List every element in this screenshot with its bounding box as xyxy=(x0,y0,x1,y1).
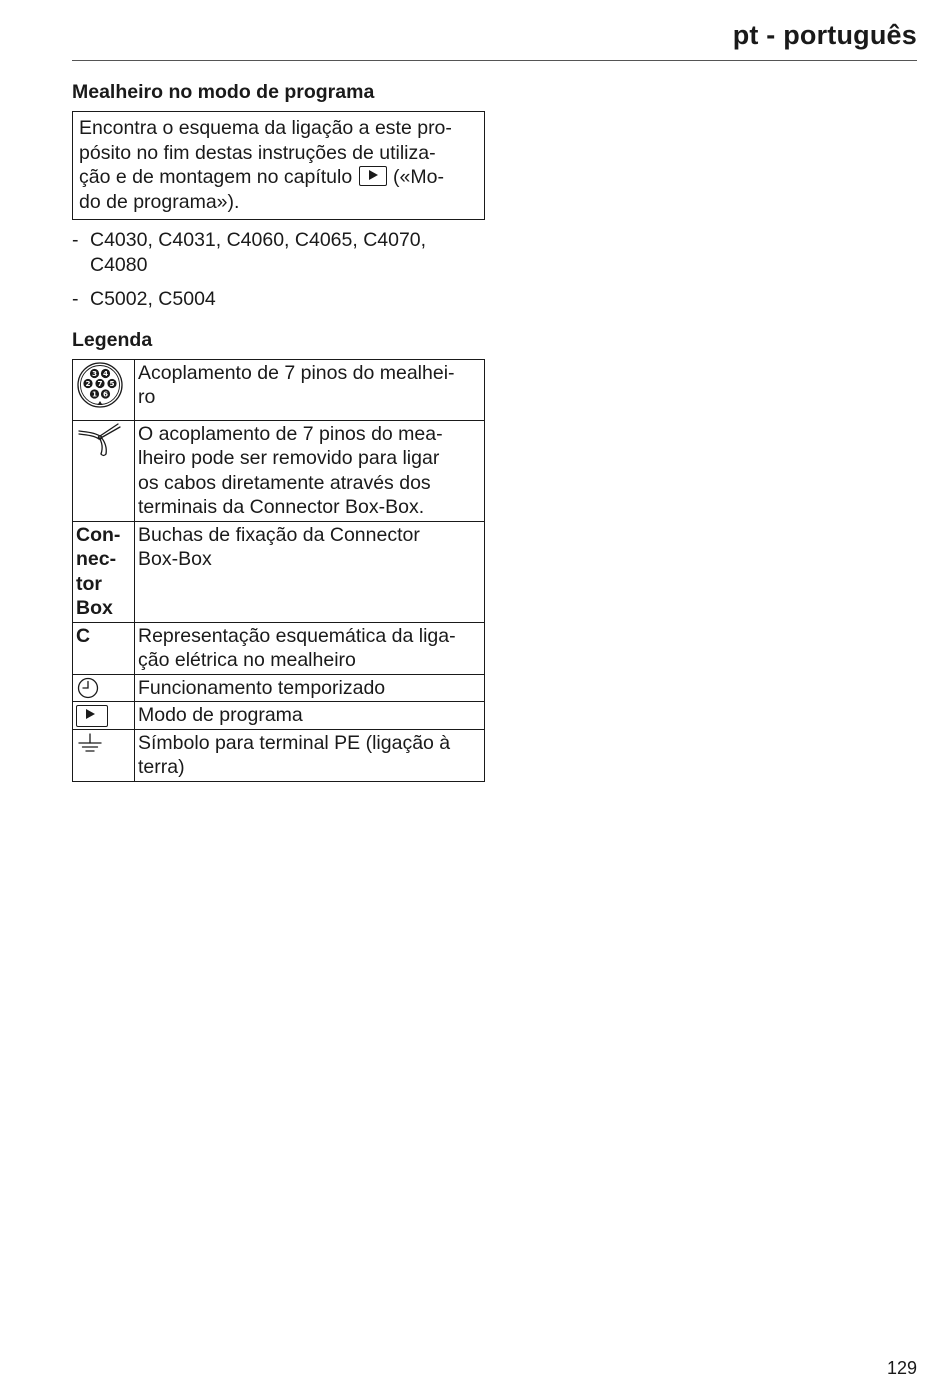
description-cell: Símbolo para terminal PE (ligação à terra) xyxy=(135,729,485,781)
symbol-cell xyxy=(73,702,135,730)
page-header xyxy=(72,0,917,61)
pin-label: 5 xyxy=(109,378,115,388)
pin-label: 7 xyxy=(97,378,103,388)
page-number: 129 xyxy=(886,1358,917,1378)
pin-label: 3 xyxy=(91,368,98,378)
pliers-icon xyxy=(76,422,122,458)
list-item-text: C5002, C5004 xyxy=(90,288,216,310)
table-row xyxy=(73,674,485,702)
section-heading: Mealheiro no modo de programa xyxy=(72,81,375,103)
table-row xyxy=(73,420,485,521)
description-cell: Representação esquemática da liga- ção elétrica no mealheiro xyxy=(135,622,485,674)
pin-label: 4 xyxy=(102,368,109,378)
pin-label: 6 xyxy=(102,389,109,399)
symbol-cell: C xyxy=(73,622,135,674)
note-box xyxy=(72,111,485,220)
pin-label: 1 xyxy=(91,389,98,399)
pin-label: 2 xyxy=(85,378,91,388)
language-title: pt - português xyxy=(732,20,917,50)
seven-pin-coupling-icon xyxy=(76,361,124,409)
ground-icon xyxy=(76,731,104,757)
description-cell: Buchas de fixação da Connector Box-Box xyxy=(135,521,485,622)
symbol-cell xyxy=(73,359,135,420)
symbol-cell xyxy=(73,420,135,521)
list-item xyxy=(72,287,485,312)
legend-heading: Legenda xyxy=(72,328,153,351)
note-text-before-icon: Encontra o esquema da ligação a este pro- pósito no fim destas instruções de utiliza- ção e de montagem no capítulo xyxy=(79,117,452,188)
list-dash: - xyxy=(72,229,79,251)
model-list xyxy=(72,228,485,312)
symbol-cell xyxy=(73,729,135,781)
table-row xyxy=(73,702,485,730)
description-cell: Funcionamento temporizado xyxy=(135,674,485,702)
description-cell: O acoplamento de 7 pinos do mea- lheiro pode ser removido para ligar os cabos diretamente através dos terminais da Connector Box-Box. xyxy=(135,420,485,521)
main-content xyxy=(72,78,485,782)
table-row xyxy=(73,622,485,674)
table-row xyxy=(73,359,485,420)
list-item-text: C4030, C4031, C4060, C4065, C4070, C4080 xyxy=(90,229,427,276)
symbol-cell xyxy=(73,674,135,702)
list-dash: - xyxy=(72,288,79,310)
table-row xyxy=(73,729,485,781)
program-mode-icon xyxy=(76,705,108,727)
table-row xyxy=(73,521,485,622)
symbol-cell: Con- nec- tor Box xyxy=(73,521,135,622)
description-cell: Modo de programa xyxy=(135,702,485,730)
description-cell: Acoplamento de 7 pinos do mealhei- ro xyxy=(135,359,485,420)
legend-table xyxy=(72,359,485,782)
list-item xyxy=(72,228,485,277)
program-mode-icon xyxy=(359,166,387,186)
note-text-after-icon: («Mo- do de programa»). xyxy=(79,166,444,213)
clock-icon xyxy=(76,676,100,700)
